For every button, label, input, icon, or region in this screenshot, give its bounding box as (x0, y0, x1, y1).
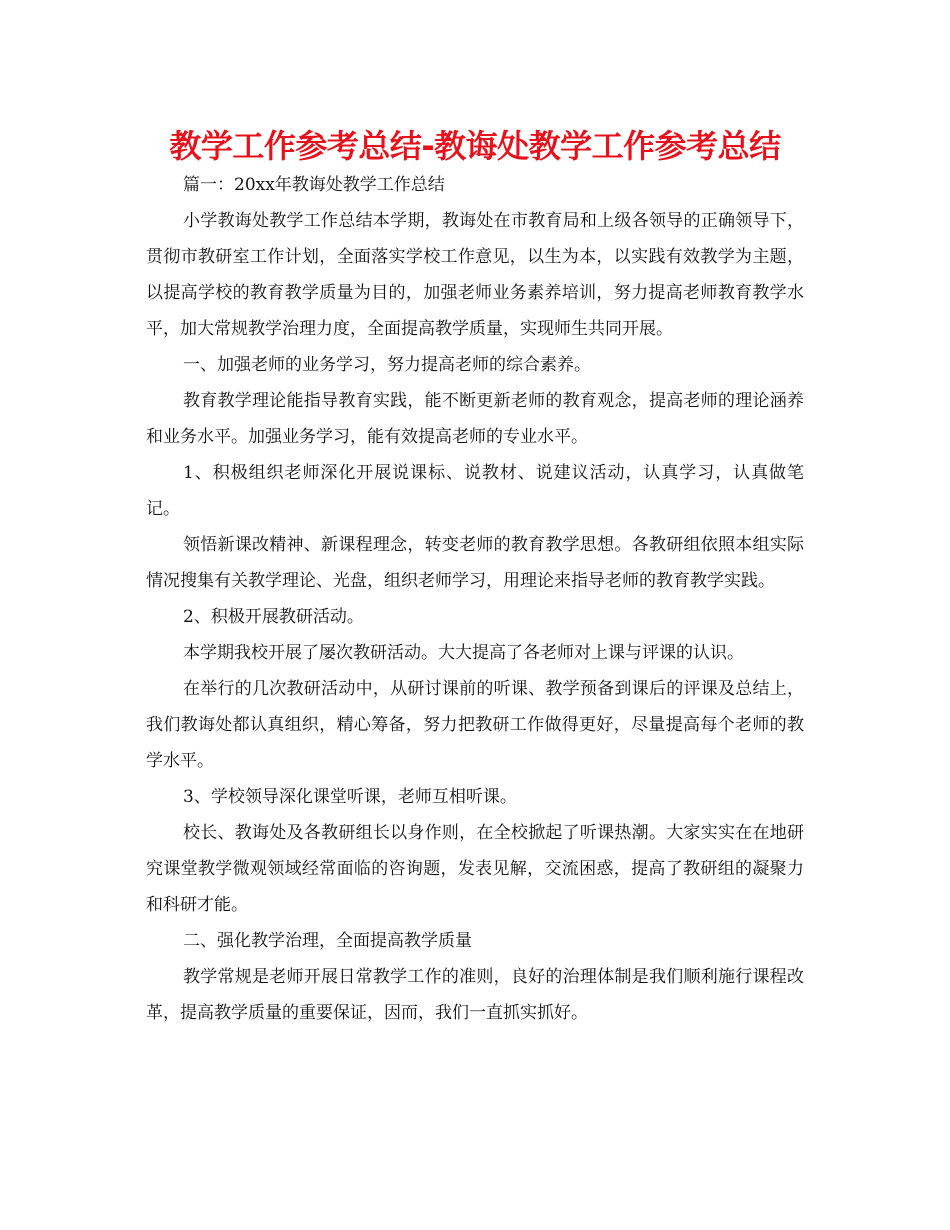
paragraph: 校长、教诲处及各教研组长以身作则，在全校掀起了听课热潮。大家实实在在地研究课堂教学微观领域经常面临的咨询题，发表见解，交流困惑，提高了教研组的凝聚力和科研才能。 (146, 823, 804, 915)
document-title: 教学工作参考总结-教诲处教学工作参考总结 (169, 127, 781, 165)
paragraph: 领悟新课改精神、新课程理念，转变老师的教育教学思想。各教研组依照本组实际情况搜集有关教学理论、光盘，组织老师学习，用理论来指导老师的教育教学实践。 (146, 535, 804, 591)
paragraph: 教育教学理论能指导教育实践，能不断更新老师的教育观念，提高老师的理论涵养和业务水平。加强业务学习，能有效提高老师的专业水平。 (146, 391, 804, 447)
paragraph: 教学常规是老师开展日常教学工作的准则，良好的治理体制是我们顺利施行课程改革，提高教学质量的重要保证，因而，我们一直抓实抓好。 (146, 967, 804, 1023)
section-heading: 一、加强老师的业务学习，努力提高老师的综合素养。 (183, 355, 591, 375)
document-body (146, 167, 804, 1031)
section-heading: 2、积极开展教研活动。 (183, 607, 364, 627)
paragraph: 本学期我校开展了屡次教研活动。大大提高了各老师对上课与评课的认识。 (183, 643, 744, 663)
section-heading: 篇一：20xx年教诲处教学工作总结 (183, 175, 445, 195)
section-heading: 3、学校领导深化课堂听课，老师互相听课。 (183, 787, 517, 807)
paragraph: 小学教诲处教学工作总结本学期，教诲处在市教育局和上级各领导的正确领导下，贯彻市教研室工作计划，全面落实学校工作意见，以生为本，以实践有效教学为主题，以提高学校的教育教学质量为目的，加强老师业务素养培训，努力提高老师教育教学水平，加大常规教学治理力度，全面提高教学质量，实现师生共同开展。 (146, 211, 804, 339)
paragraph: 1、积极组织老师深化开展说课标、说教材、说建议活动，认真学习，认真做笔记。 (146, 463, 804, 519)
paragraph: 在举行的几次教研活动中，从研讨课前的听课、教学预备到课后的评课及总结上，我们教诲处都认真组织，精心筹备，努力把教研工作做得更好，尽量提高每个老师的教学水平。 (146, 679, 804, 771)
section-heading: 二、强化教学治理，全面提高教学质量 (183, 931, 472, 951)
